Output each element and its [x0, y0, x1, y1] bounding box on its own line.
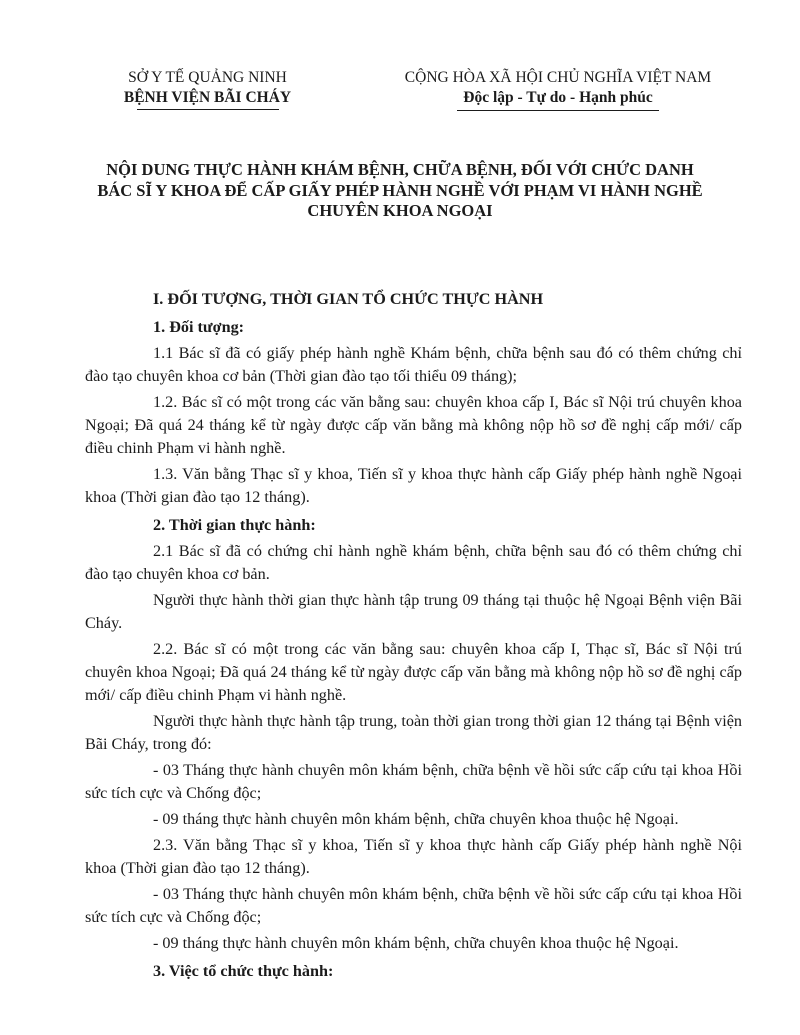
issuing-org-parent: SỞ Y TẾ QUẢNG NINH — [128, 69, 287, 86]
hospital-name: BỆNH VIỆN BÃI CHÁY — [123, 89, 292, 106]
national-header-block — [378, 68, 738, 111]
body-paragraph: Người thực hành thực hành tập trung, toàn thời gian trong thời gian 12 tháng tại Bệnh viện Bãi Cháy, trong đó: — [85, 711, 742, 753]
body-paragraph: - 09 tháng thực hành chuyên môn khám bệnh, chữa chuyên khoa thuộc hệ Ngoại. — [153, 933, 679, 952]
document-title-line1: NỘI DUNG THỰC HÀNH KHÁM BỆNH, CHỮA BỆNH, ĐỐI VỚI CHỨC DANH — [106, 160, 694, 179]
document-body — [0, 222, 800, 983]
body-paragraph: - 03 Tháng thực hành chuyên môn khám bệnh, chữa bệnh về hồi sức cấp cứu tại khoa Hồi sức tích cực và Chống độc; — [85, 760, 742, 802]
document-header — [0, 0, 800, 112]
body-paragraph: 1.1 Bác sĩ đã có giấy phép hành nghề Khám bệnh, chữa bệnh sau đó có thêm chứng chỉ đào tạo chuyên khoa cơ bản (Thời gian đào tạo tối thiểu 09 tháng); — [85, 343, 742, 385]
national-title: CỘNG HÒA XÃ HỘI CHỦ NGHĨA VIỆT NAM — [404, 69, 712, 86]
body-paragraph: Người thực hành thời gian thực hành tập trung 09 tháng tại thuộc hệ Ngoại Bệnh viện Bãi Cháy. — [85, 590, 742, 632]
section-heading: 1. Đối tượng: — [153, 317, 245, 336]
body-paragraph: - 09 tháng thực hành chuyên môn khám bệnh, chữa chuyên khoa thuộc hệ Ngoại. — [153, 809, 679, 828]
section-heading: 2. Thời gian thực hành: — [153, 515, 316, 534]
body-paragraph: 2.3. Văn bằng Thạc sĩ y khoa, Tiến sĩ y khoa thực hành cấp Giấy phép hành nghề Nội khoa (Thời gian đào tạo 12 tháng). — [85, 835, 742, 877]
section-heading: 3. Việc tổ chức thực hành: — [153, 961, 334, 980]
hospital-name-underline — [137, 109, 279, 110]
body-paragraph: 1.3. Văn bằng Thạc sĩ y khoa, Tiến sĩ y khoa thực hành cấp Giấy phép hành nghề Ngoại khoa (Thời gian đào tạo 12 tháng). — [85, 464, 742, 506]
issuing-org-block — [100, 68, 315, 110]
section-heading: I. ĐỐI TƯỢNG, THỜI GIAN TỔ CHỨC THỰC HÀNH — [153, 289, 544, 308]
body-paragraph: 1.2. Bác sĩ có một trong các văn bằng sau: chuyên khoa cấp I, Bác sĩ Nội trú chuyên khoa Ngoại; Đã quá 24 tháng kể từ ngày được cấp văn bằng mà không nộp hồ sơ đề nghị cấp mới/ cấp điều chinh Phạm vi hành nghề. — [85, 392, 742, 457]
body-paragraph: - 03 Tháng thực hành chuyên môn khám bệnh, chữa bệnh về hồi sức cấp cứu tại khoa Hồi sức tích cực và Chống độc; — [85, 884, 742, 926]
document-title — [0, 160, 800, 222]
body-paragraph: 2.2. Bác sĩ có một trong các văn bằng sau: chuyên khoa cấp I, Thạc sĩ, Bác sĩ Nội trú chuyên khoa Ngoại; Đã quá 24 tháng kể từ ngày được cấp văn bằng mà không nộp hồ sơ đề nghị cấp mới/ cấp điều chinh Phạm vi hành nghề. — [85, 639, 742, 704]
document-title-line3: CHUYÊN KHOA NGOẠI — [307, 201, 493, 220]
document-title-line2: BÁC SĨ Y KHOA ĐỂ CẤP GIẤY PHÉP HÀNH NGHỀ VỚI PHẠM VI HÀNH NGHỀ — [97, 180, 703, 200]
body-paragraph: 2.1 Bác sĩ đã có chứng chỉ hành nghề khám bệnh, chữa bệnh sau đó có thêm chứng chỉ đào tạo chuyên khoa cơ bản. — [85, 541, 742, 583]
national-motto: Độc lập - Tự do - Hạnh phúc — [457, 88, 658, 111]
